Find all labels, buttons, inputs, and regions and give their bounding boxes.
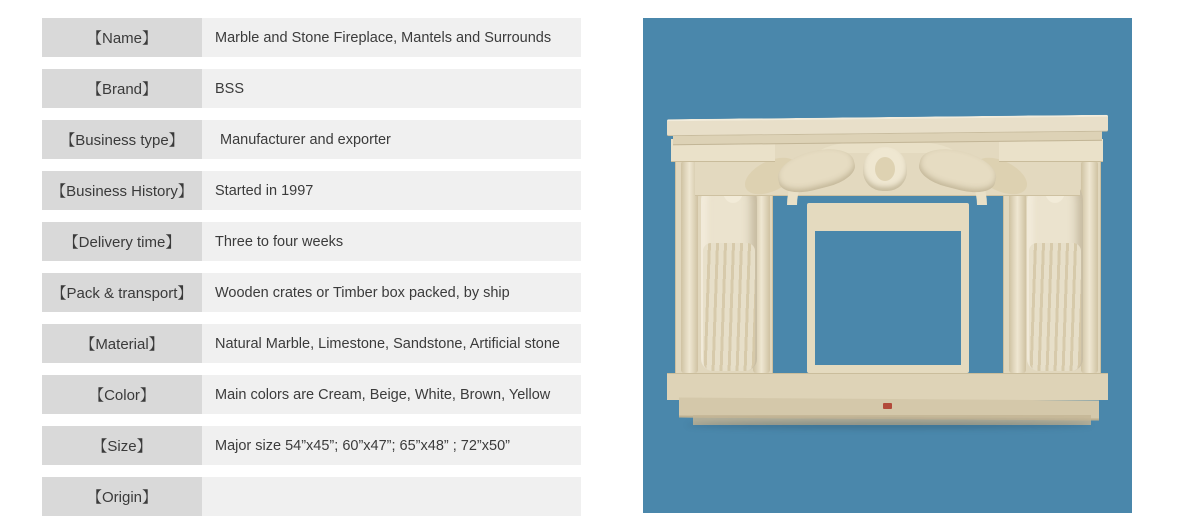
table-row	[42, 273, 581, 312]
table-row	[42, 171, 581, 210]
spec-label-material: 【Material】	[42, 324, 202, 363]
floor-shadow	[687, 421, 1091, 429]
table-row	[42, 477, 581, 516]
spec-label-pack-transport: 【Pack & transport】	[42, 273, 202, 312]
spec-label-origin: 【Origin】	[42, 477, 202, 516]
plinth-base	[667, 373, 1108, 400]
spec-label-name: 【Name】	[42, 18, 202, 57]
product-image	[643, 18, 1132, 513]
table-row	[42, 222, 581, 261]
spec-value-business-type: Manufacturer and exporter	[202, 120, 581, 159]
red-marker-detail	[883, 403, 892, 409]
spec-label-color: 【Color】	[42, 375, 202, 414]
cartouche-face-carving	[875, 157, 895, 181]
table-row	[42, 18, 581, 57]
spec-label-delivery-time: 【Delivery time】	[42, 222, 202, 261]
spec-label-size: 【Size】	[42, 426, 202, 465]
caryatid-drape-right	[1029, 243, 1081, 371]
table-row	[42, 426, 581, 465]
table-row	[42, 324, 581, 363]
spec-value-business-history: Started in 1997	[202, 171, 581, 210]
table-row	[42, 69, 581, 108]
fireplace-mantel-illustration	[667, 103, 1108, 428]
spec-label-business-type: 【Business type】	[42, 120, 202, 159]
column-right-outer	[1081, 161, 1098, 373]
spec-value-delivery-time: Three to four weeks	[202, 222, 581, 261]
spec-value-size: Major size 54”x45”; 60”x47”; 65”x48” ; 72”x50”	[202, 426, 581, 465]
spec-value-material: Natural Marble, Limestone, Sandstone, Artificial stone	[202, 324, 581, 363]
spec-value-brand: BSS	[202, 69, 581, 108]
capital-right	[999, 139, 1103, 162]
caryatid-drape-left	[703, 243, 755, 371]
table-row	[42, 120, 581, 159]
firebox-opening	[815, 231, 961, 365]
spec-label-brand: 【Brand】	[42, 69, 202, 108]
spec-value-origin	[202, 477, 581, 516]
table-row	[42, 375, 581, 414]
spec-label-business-history: 【Business History】	[42, 171, 202, 210]
spec-value-name: Marble and Stone Fireplace, Mantels and Surrounds	[202, 18, 581, 57]
product-spec-table	[42, 18, 581, 528]
spec-value-color: Main colors are Cream, Beige, White, Brown, Yellow	[202, 375, 581, 414]
spec-value-pack-transport: Wooden crates or Timber box packed, by ship	[202, 273, 581, 312]
